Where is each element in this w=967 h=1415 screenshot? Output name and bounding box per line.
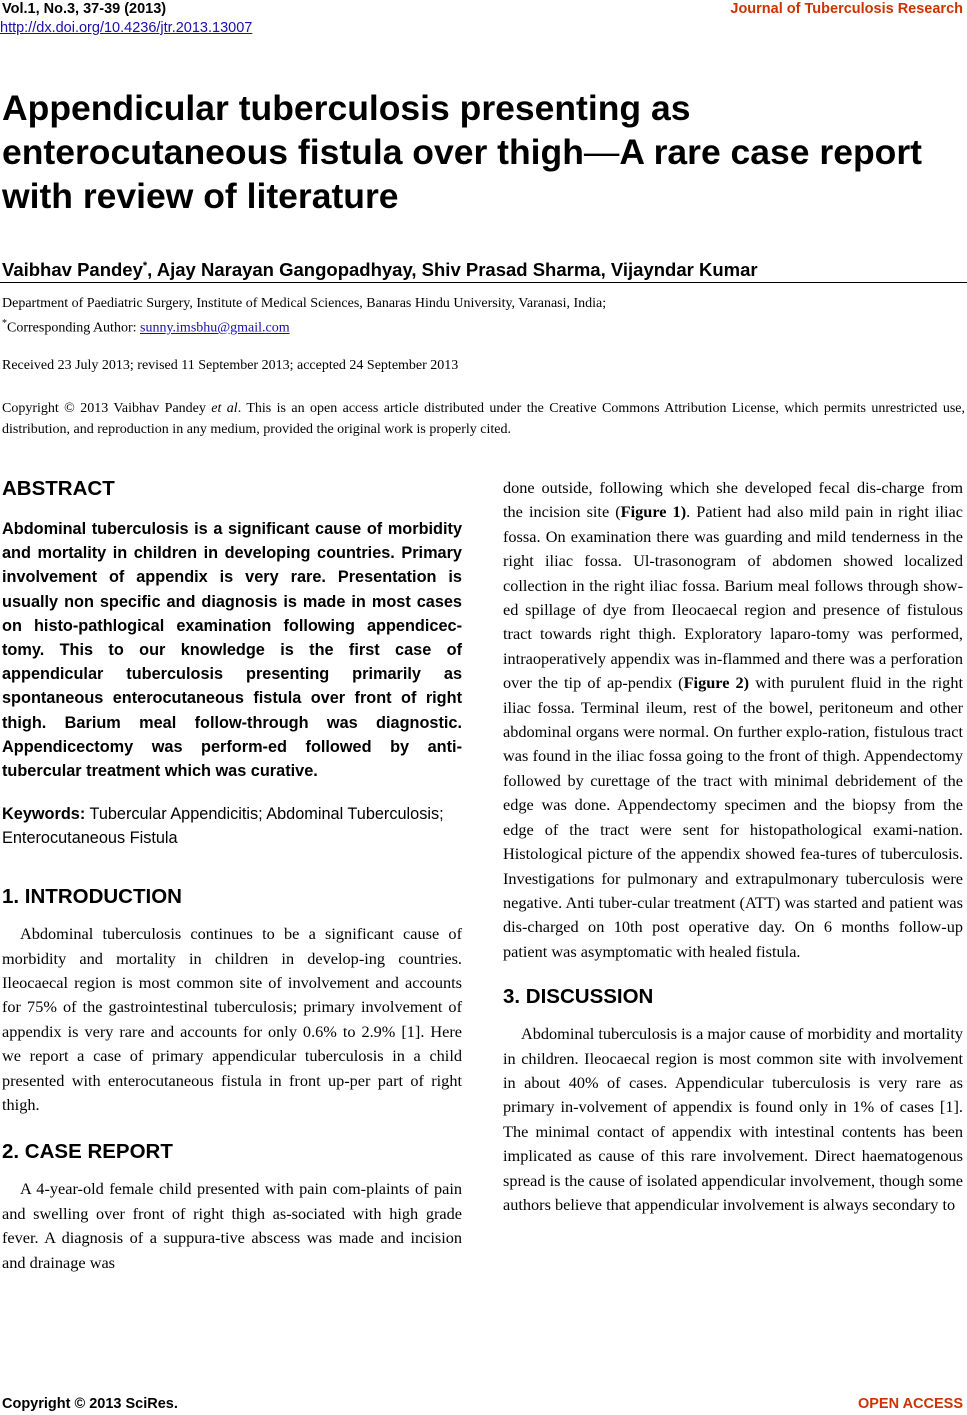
keywords-label: Keywords:: [2, 805, 86, 824]
case-text-right-2: . Patient had also mild pain in right iliac fossa. On examination there was guarding and mild tenderness in the right iliac fossa. Ul-trasonogram of abdomen showed localized collection in the right iliac fossa. Barium meal follows through show-ed spillage of dye from Ileocaecal region and presence of fistulous tract towards right thigh. Exploratory laparo-tomy was performed, intraoperatively appendix was in-flammed and there was a perforation over the tip of ap-pendix (: [503, 502, 963, 693]
figure-2-ref[interactable]: Figure 2): [683, 673, 750, 693]
doi-link[interactable]: http://dx.doi.org/10.4236/jtr.2013.13007: [0, 20, 253, 36]
email-link[interactable]: sunny.imsbhu@gmail.com: [140, 320, 290, 336]
author-list: [2, 254, 758, 282]
case-text-left: A 4-year-old female child presented with pain com-plaints of pain and swelling over front of right thigh as-sociated with high grade fever. A diagnosis of a suppura-tive abscess was made and incision and drainage was: [2, 1179, 462, 1272]
corresponding-author-mark: *: [2, 318, 7, 329]
license-etal: et al: [211, 401, 238, 416]
keywords-list: Tubercular Appendicitis; Abdominal Tuberculosis; Enterocutaneous Fistula: [2, 805, 444, 848]
corresponding-label: Corresponding Author:: [7, 320, 140, 336]
abstract-text: Abdominal tuberculosis is a significant cause of morbidity and mortality in children in developing countries. Primary involvement of appendix is very rare. Presentation is usually non specific and diagnosis is made in most cases on histo-pathlogical examination following appendicec-tomy. This to our knowledge is the first case of appendicular tuberculosis presenting primarily as spontaneous enterocutaneous fistula over front of right thigh. Barium meal follow-through was diagnostic. Appendicectomy was perform-ed followed by anti-tubercular treatment which was curative.: [2, 520, 462, 781]
affiliation-block: [2, 294, 606, 339]
title-part-2: A rare case report with review of literature: [2, 132, 922, 216]
volume-info: Vol.1, No.3, 37-39 (2013): [2, 1, 167, 17]
corresponding-mark: *: [142, 260, 148, 272]
author-1: Vaibhav Pandey: [2, 259, 143, 281]
open-access-label: OPEN ACCESS: [857, 1396, 963, 1412]
affiliation: Department of Paediatric Surgery, Institute of Medical Sciences, Banaras Hindu University, Varanasi, India;: [2, 296, 607, 311]
case-text-right-1: done outside, following which she developed fecal dis-charge from the incision site (: [503, 478, 963, 522]
title-part-1: Appendicular tuberculosis presenting as enterocutaneous fistula over thigh: [2, 88, 691, 172]
keywords: [2, 802, 462, 850]
discussion-text: Abdominal tuberculosis is a major cause of morbidity and mortality in children. Ileocaecal region is most common site with involvement in about 40% of cases. Appendicular tuberculosis is very rare as primary in-volvement of appendix is found only in 1% of cases [1]. The minimal contact of appendix with intestinal contents has been implicated as cause of this rare involvement. Direct haematogenous spread is the cause of isolated appendicular involvement, though some authors believe that appendicular involvement is always secondary to: [503, 1024, 963, 1214]
figure-1-ref[interactable]: Figure 1): [620, 502, 687, 522]
title-dash: —: [583, 132, 620, 172]
abstract-heading: ABSTRACT: [2, 477, 115, 500]
intro-heading: 1. INTRODUCTION: [2, 885, 182, 909]
intro-text: Abdominal tuberculosis continues to be a significant cause of morbidity and mortality in children in develop-ing countries. Ileocaecal region is most common site of involvement and accounts for 75% of the gastrointestinal tuberculosis; primary involvement of appendix is very rare and accounts for only 0.6% to 2.9% [1]. Here we report a case of primary appendicular tuberculosis in a child presented with enterocutaneous fistula in front up-per part of right thigh.: [2, 924, 462, 1115]
left-column: [2, 476, 462, 1275]
authors-rest: , Ajay Narayan Gangopadhyay, Shiv Prasad Sharma, Vijayndar Kumar: [147, 259, 758, 281]
license-note: [2, 398, 965, 440]
right-column: [503, 476, 963, 1217]
case-text-right-3: with purulent fluid in the right iliac fossa. Terminal ileum, rest of the bowel, peritoneum and other abdominal organs were normal. On further explo-ration, fistulous tract was found in the iliac fossa going to the front of thigh. Appendectomy followed by curettage of the tract with minimal debridement of the edge was done. Appendectomy specimen and the biopsy from the edge of the tract were sent for histopathological exami-nation. Histological picture of the appendix showed fea-tures of tuberculosis. Investigations for pulmonary and extrapulmonary tuberculosis were negative. Anti tuber-cular treatment (ATT) was started and patient was dis-charged on 10th post operative day. On 6 months follow-up patient was asymptomatic with healed fistula.: [503, 673, 963, 961]
license-a: Copyright © 2013 Vaibhav Pandey: [2, 401, 212, 416]
footer-copyright: Copyright © 2013 SciRes.: [2, 1396, 178, 1412]
received-dates: Received 23 July 2013; revised 11 September 2013; accepted 24 September 2013: [2, 358, 459, 373]
journal-name: Journal of Tuberculosis Research: [730, 1, 963, 17]
license-b: . This is an open access article distributed under the Creative Commons Attribution License, which permits unrestricted use, distribution, and reproduction in any medium, provided the original work is properly cited.: [2, 401, 965, 437]
case-heading: 2. CASE REPORT: [2, 1140, 173, 1164]
corresponding-author: [2, 314, 606, 339]
article-title: [2, 86, 952, 218]
title-divider: [0, 282, 967, 283]
case-text-right: [503, 476, 963, 964]
discussion-heading: 3. DISCUSSION: [503, 985, 654, 1009]
